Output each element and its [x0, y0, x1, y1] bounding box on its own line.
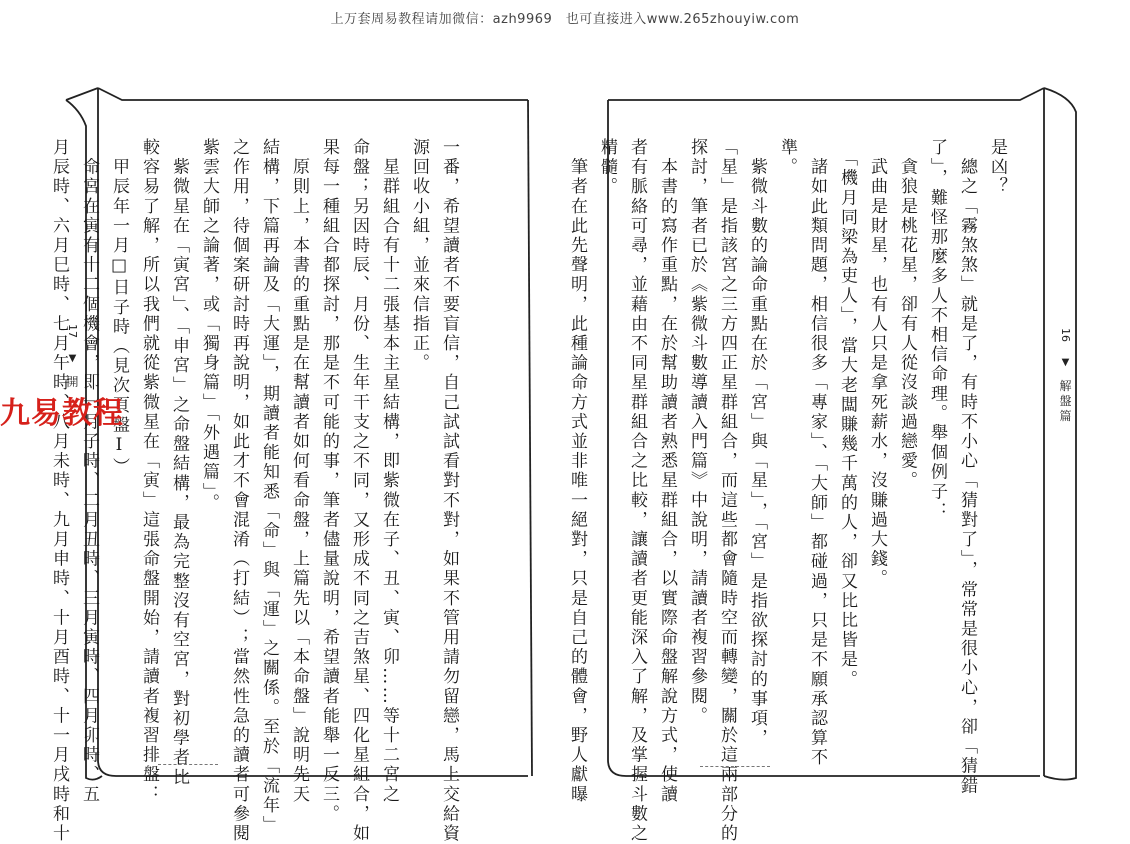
text-line: 紫微星在「寅宮」、「申宮」之命盤結構，最為完整沒有空宮，對初學者比 [169, 138, 189, 788]
right-page [567, 60, 1082, 844]
text-line: 月辰時、六月巳時、七月午時、八月未時、九月申時、十月酉時、十一月戌時和十 [49, 138, 69, 844]
bottom-divider-right [700, 766, 770, 767]
text-line: 源回收小組，並來信指正。 [409, 138, 429, 374]
text-line: 結構，下篇再論及「大運」，期讀者能知悉「命」與「運」之關係。至於「流年」 [259, 138, 279, 836]
text-line: 紫雲大師之論著，或「獨身篇」「外遇篇」。 [199, 138, 219, 513]
right-page-body [562, 138, 1012, 844]
right-page-tab [1057, 328, 1074, 425]
text-line: 之作用，待個案研討時再說明，如此才不會混淆（打結）；當然性急的讀者可參閱 [229, 138, 249, 844]
triangle-marker-icon: ▼ [67, 352, 78, 367]
text-line: 本書的寫作重點，在於幫助讀者熟悉星群組合，以實際命盤解說方式，使讀 [657, 138, 677, 805]
page-number: 16 [1059, 328, 1072, 342]
text-line: 準。 [777, 138, 797, 178]
text-line: 甲辰年一月□日子時（見次頁盤Ⅰ） [109, 138, 129, 478]
watermark-logo: 九易教程 [0, 396, 124, 431]
text-line: 探討，筆者已於《紫微斗數導讀入門篇》中說明，請讀者複習參閱。 [687, 138, 707, 726]
text-line: 精髓。 [597, 138, 617, 197]
text-line: 武曲是財星，也有人只是拿死薪水，沒賺過大錢。 [867, 138, 887, 589]
text-line: 紫微斗數的論命重點在於「宮」與「星」，「宮」是指欲探討的事項， [747, 138, 767, 749]
text-line: 星群組合有十二張基本主星結構，即紫微在子、丑、寅、卯……等十二宮之 [379, 138, 399, 805]
text-line: 者有脈絡可尋，並藉由不同星群組合之比較，讓讀者更能深入了解，及掌握斗數之 [627, 138, 647, 844]
text-line: 了」，難怪那麼多人不相信命理。舉個例子： [927, 138, 947, 522]
text-line: 命宮在寅有十二個機會，即一月子時、二月丑時、三月寅時、四月卯時、五 [79, 138, 99, 805]
section-label: 解盤篇 [1058, 379, 1072, 425]
text-line: 果每一種組合都探討，那是不可能的事，筆者儘量說明，希望讀者能舉一反三。 [319, 138, 339, 824]
text-line: 諸如此類問題，相信很多「專家」、「大師」都碰過，只是不願承認算不 [807, 138, 827, 768]
triangle-marker-icon: ▼ [1060, 356, 1071, 371]
text-line: 「星」是指該宮之三方四正星群組合，而這些都會隨時空而轉變，關於這兩部分的 [717, 138, 737, 844]
text-line: 「機月同梁為吏人」，當大老闆賺幾千萬的人，卻又比比皆是。 [837, 138, 857, 690]
left-page [49, 60, 540, 844]
text-line: 原則上，本書的重點是在幫讀者如何看命盤，上篇先以「本命盤」說明先天 [289, 138, 309, 805]
left-page-body [44, 138, 464, 844]
header-banner: 上万套周易教程请加微信：azh9969 也可直接进入www.265zhouyiw.com [330, 12, 800, 27]
text-line: 是凶？ [987, 138, 1007, 197]
text-line: 較容易了解，所以我們就從紫微星在「寅」這張命盤開始，請讀者複習排盤： [139, 138, 159, 805]
text-line: 貪狼是桃花星，卻有人從沒談過戀愛。 [897, 138, 917, 491]
bottom-divider-left [158, 764, 218, 765]
page-number: 17 [66, 324, 79, 338]
section-label: 開 [65, 375, 79, 391]
text-line: 筆者在此先聲明，此種論命方式並非唯一絕對，只是自己的體會，野人獻曝 [567, 138, 587, 805]
text-line: 總之「霧煞煞」就是了，有時不小心「猜對了」，常常是很小心，卻「猜錯 [957, 138, 977, 796]
text-line: 一番，希望讀者不要盲信，自己試試看對不對，如果不管用請勿留戀，馬上交給資 [439, 138, 459, 844]
text-line: 命盤；另因時辰、月份、生年干支之不同，又形成不同之吉煞星、四化星組合，如 [349, 138, 369, 844]
